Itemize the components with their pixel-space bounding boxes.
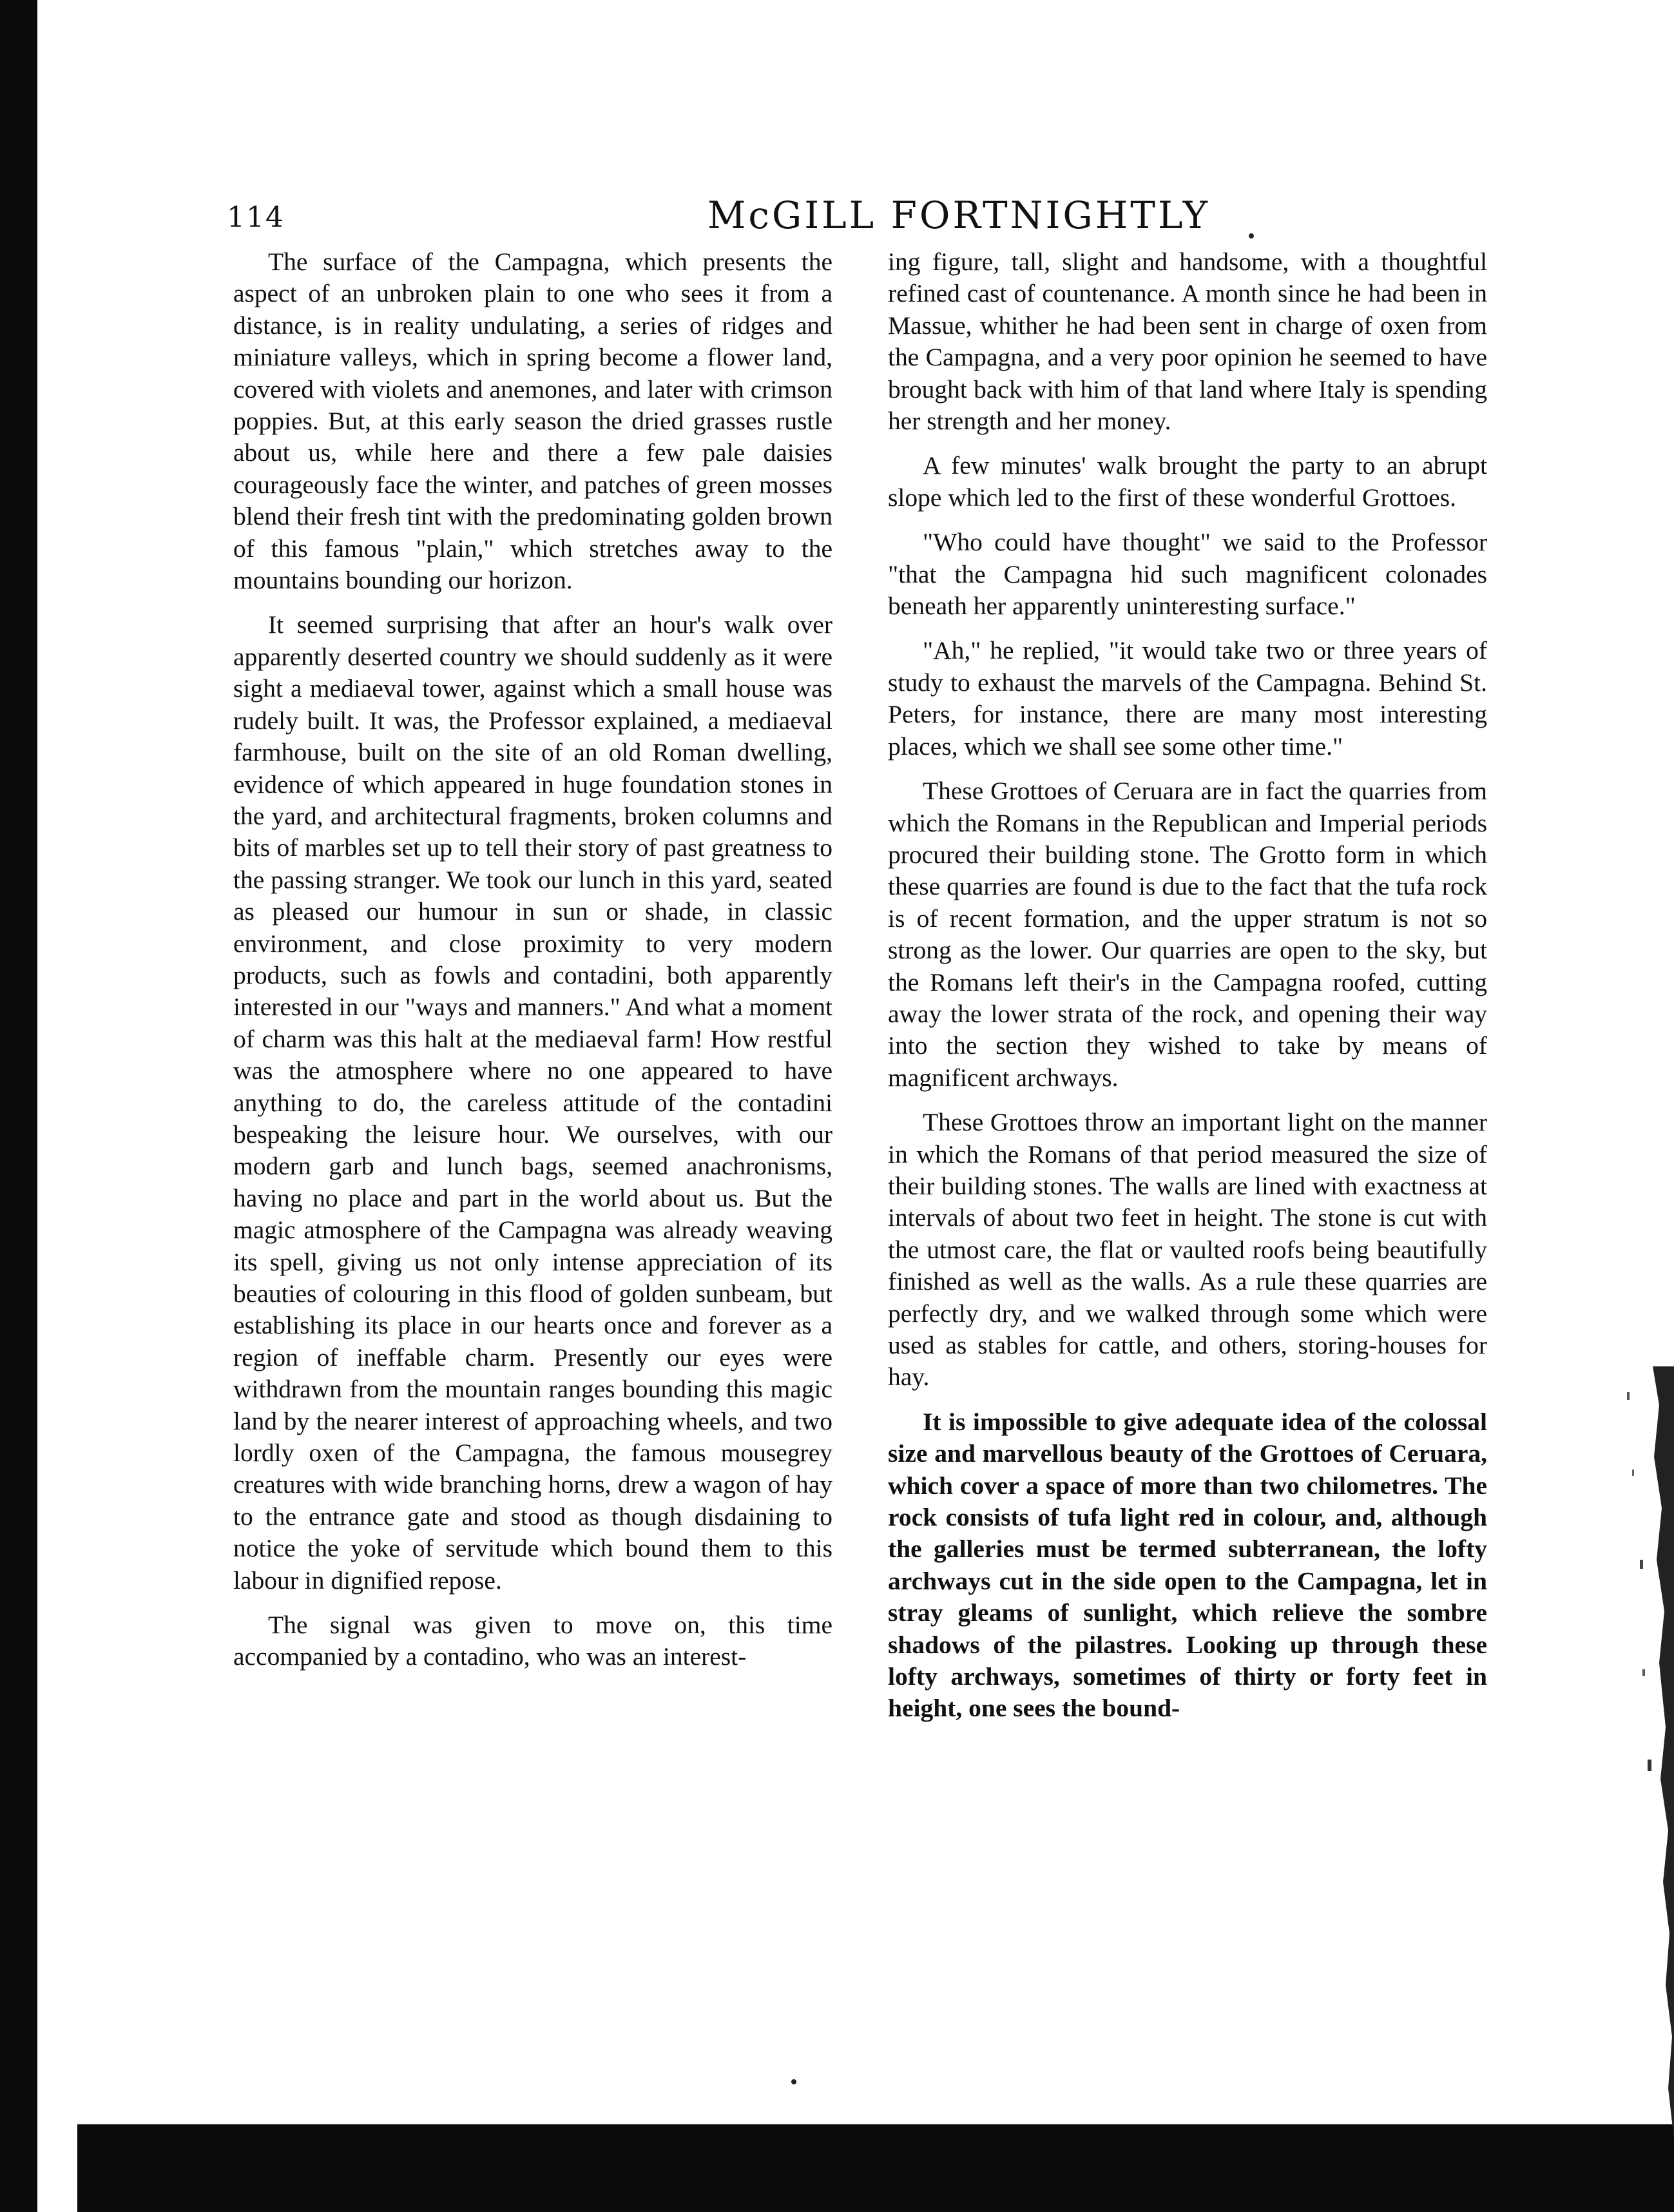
paragraph: A few minutes' walk brought the party to an abrupt slope which led to the first of these wonderful Grottoes. (888, 451, 1487, 512)
left-text-column (233, 246, 832, 1686)
paragraph: These Grottoes throw an important light on the manner in which the Romans of that period measured the size of their building stones. The walls are lined with exactness at intervals of about two feet in height. The stone is cut with the utmost care, the flat or vaulted roofs being beautifully finished as well as the walls. As a rule these quarries are perfectly dry, and we walked through some which were used as stables for cattle, and others, storing-houses for hay. (888, 1108, 1487, 1392)
paragraph: "Who could have thought" we said to the Professor "that the Campagna hid such magnificent colonades beneath her apparently uninteresting surface." (888, 528, 1487, 621)
paragraph: The surface of the Campagna, which presents the aspect of an unbroken plain to one who sees it from a distance, is in reality undulating, a series of ridges and miniature valleys, which in spring become a flower land, covered with violets and anemones, and later with crimson poppies. But, at this early season the dried grasses rustle about us, while here and there a few pale daisies courageously face the winter, and patches of green mosses blend their fresh tint with the predominating golden brown of this famous "plain," which stretches away to the mountains bounding our horizon. (233, 247, 832, 595)
scan-bottom-border (77, 2124, 1674, 2212)
paragraph: The signal was given to move on, this time accompanied by a contadino, who was an interest- (233, 1611, 832, 1671)
running-header-title: McGILL FORTNIGHTLY (707, 193, 1211, 237)
footer-dot-mark (791, 2079, 796, 2084)
paragraph: These Grottoes of Ceruara are in fact the quarries from which the Romans in the Republican and Imperial periods procured their building stone. The Grotto form in which these quarries are found is due to the fact that the tufa rock is of recent formation, and the upper stratum is not so strong as the lower. Our quarries are open to the sky, but the Romans left their's in the Campagna roofed, cutting away the lower strata of the rock, and opening their way into the section they wished to take by means of magnificent archways. (888, 777, 1487, 1092)
paragraph: ing figure, tall, slight and handsome, with a thoughtful refined cast of countenance. A month since he had been in Massue, whither he had been sent in charge of oxen from the Campagna, and a very poor opinion he seemed to have brought back with him of that land where Italy is spending her strength and her money. (888, 247, 1487, 436)
header-dot-mark (1249, 233, 1254, 238)
paragraph: It seemed surprising that after an hour's walk over apparently deserted country we should suddenly as it were sight a mediaeval tower, against which a small house was rudely built. It was, the Professor explained, a mediaeval farmhouse, built on the site of an old Roman dwelling, evidence of which appeared in huge foundation stones in the yard, and architectural fragments, broken columns and bits of marbles set up to tell their story of past greatness to the passing stranger. We took our lunch in this yard, seated as pleased our humour in sun or shade, in classic environment, and close proximity to very modern products, such as fowls and contadini, both apparently interested in our "ways and manners." And what a moment of charm was this halt at the mediaeval farm! How restful was the atmosphere where no one appeared to have anything to do, the careless attitude of the contadini bespeaking the leisure hour. We ourselves, with our modern garb and lunch bags, seemed anachronisms, having no place and part in the world about us. But the magic atmosphere of the Campagna was already weaving its spell, giving us not only intense appreciation of its beauties of colouring in this flood of golden sunbeam, but establishing its place in our hearts once and forever as a region of ineffable charm. Presently our eyes were withdrawn from the mountain ranges bounding this magic land by the nearer interest of approaching wheels, and two lordly oxen of the Campagna, the famous mousegrey creatures with wide branching horns, drew a wagon of hay to the entrance gate and stood as though disdaining to notice the yoke of servitude which bound them to this labour in dignified repose. (233, 610, 832, 1595)
scan-left-border (0, 0, 37, 2212)
paragraph: It is impossible to give adequate idea of the colossal size and marvellous beauty of the Grottoes of Ceruara, which cover a space of more than two chilometres. The rock consists of tufa light red in colour, and, although the galleries must be termed subterranean, the lofty archways cut in the side open to the Campagna, let in stray gleams of sunlight, which relieve the sombre shadows of the pilastres. Looking up through these lofty archways, sometimes of thirty or forty feet in height, one sees the bound- (888, 1407, 1487, 1723)
page-number: 114 (227, 201, 285, 234)
scan-edge-artifact (1614, 1366, 1674, 2140)
right-text-column (888, 246, 1487, 1738)
paragraph: "Ah," he replied, "it would take two or three years of study to exhaust the marvels of the Campagna. Behind St. Peters, for instance, there are many most interesting places, which we shall see some other time." (888, 636, 1487, 761)
